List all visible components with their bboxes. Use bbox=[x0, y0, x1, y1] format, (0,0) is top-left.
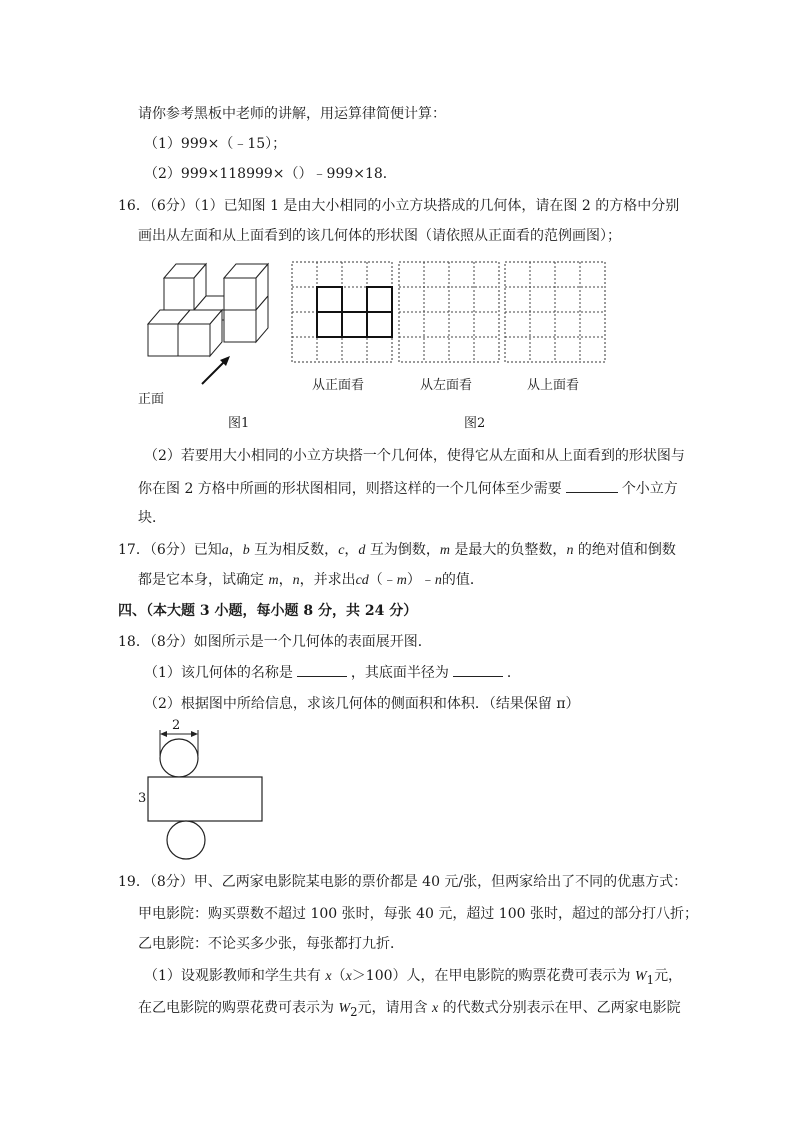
section-heading: 四、（本大题 3 小题，每小题 8 分，共 24 分） bbox=[118, 603, 418, 619]
dimension-diameter: 2 bbox=[172, 718, 181, 733]
q17-line1: 17．（6分）已知a，b 互为相反数，c，d 互为倒数，m 是最大的负整数，n 的绝对值和倒数 bbox=[118, 542, 676, 558]
label-left-view: 从左面看 bbox=[420, 378, 473, 393]
q19-head: 19．（8分）甲、乙两家电影院某电影的票价都是 40 元/张，但两家给出了不同的优惠方式： bbox=[118, 874, 688, 890]
cube-front-right bbox=[178, 310, 222, 356]
q16-head-cont: 画出从左面和从上面看到的该几何体的形状图（请依照从正面看的范例画图）； bbox=[138, 228, 621, 244]
q19-part1-line1: （1）设观影教师和学生共有 x（x＞100）人，在甲电影院的购票花费可表示为 $W_1$元， bbox=[144, 968, 683, 987]
q15-part2: （2）999×118999×（）﹣999×18． bbox=[144, 166, 397, 182]
q19-cinema-yi: 乙电影院：不论买多少张，每张都打九折． bbox=[138, 936, 404, 952]
bottom-circle bbox=[167, 821, 205, 859]
label-top-view: 从上面看 bbox=[527, 378, 580, 393]
front-label: 正面 bbox=[138, 392, 165, 407]
grid-front-view bbox=[292, 262, 392, 362]
q19-part1-line2: 在乙电影院的购票花费可表示为 $W_2$元，请用含 x 的代数式分别表示在甲、乙两家电影院 bbox=[138, 1000, 681, 1019]
q16-head: 16．（6分）（1）已知图 1 是由大小相同的小立方块搭成的几何体，请在图 2 的方格中分别 bbox=[118, 198, 680, 214]
q19-cinema-jia: 甲电影院：购买票数不超过 100 张时，每张 40 元，超过 100 张时，超过的部分打八折； bbox=[138, 906, 698, 922]
q16-part2-line2: 你在图 2 方格中所画的形状图相同，则搭这样的一个几何体至少需要 个小立方 bbox=[138, 478, 678, 499]
grid-left-view bbox=[399, 262, 499, 362]
q16-part2-line1: （2）若要用大小相同的小立方块搭一个几何体，使得它从左面和从上面看到的形状图与 bbox=[144, 448, 685, 464]
grid-top-view bbox=[505, 262, 605, 362]
front-view-drawing bbox=[317, 287, 392, 337]
fig1-caption: 图1 bbox=[228, 416, 250, 431]
dimension-height: 3 bbox=[138, 791, 147, 806]
q18-part2: （2）根据图中所给信息，求该几何体的侧面积和体积．（结果保留 π） bbox=[144, 696, 580, 712]
q17-line2: 都是它本身，试确定 m，n，并求出cd（﹣m）﹣n的值． bbox=[138, 572, 484, 588]
label-front-view: 从正面看 bbox=[312, 378, 365, 393]
q16-answer-blank bbox=[566, 478, 618, 493]
q15-part1: （1）999×（﹣15）； bbox=[144, 136, 287, 152]
figure1-cubes bbox=[140, 260, 290, 390]
q18-name-blank bbox=[297, 662, 347, 677]
q16-part2-line3: 块． bbox=[138, 510, 166, 526]
q18-part1: （1）该几何体的名称是 ，其底面半径为 ． bbox=[144, 662, 521, 683]
lateral-rectangle bbox=[148, 777, 262, 821]
cylinder-net-figure bbox=[136, 718, 276, 866]
top-circle bbox=[160, 739, 198, 777]
intro-text: 请你参考黑板中老师的讲解，用运算律简便计算： bbox=[138, 106, 446, 122]
q18-head: 18．（8分）如图所示是一个几何体的表面展开图． bbox=[118, 634, 432, 650]
fig2-caption: 图2 bbox=[464, 416, 486, 431]
front-view-arrow bbox=[202, 356, 230, 384]
q18-radius-blank bbox=[453, 662, 503, 677]
